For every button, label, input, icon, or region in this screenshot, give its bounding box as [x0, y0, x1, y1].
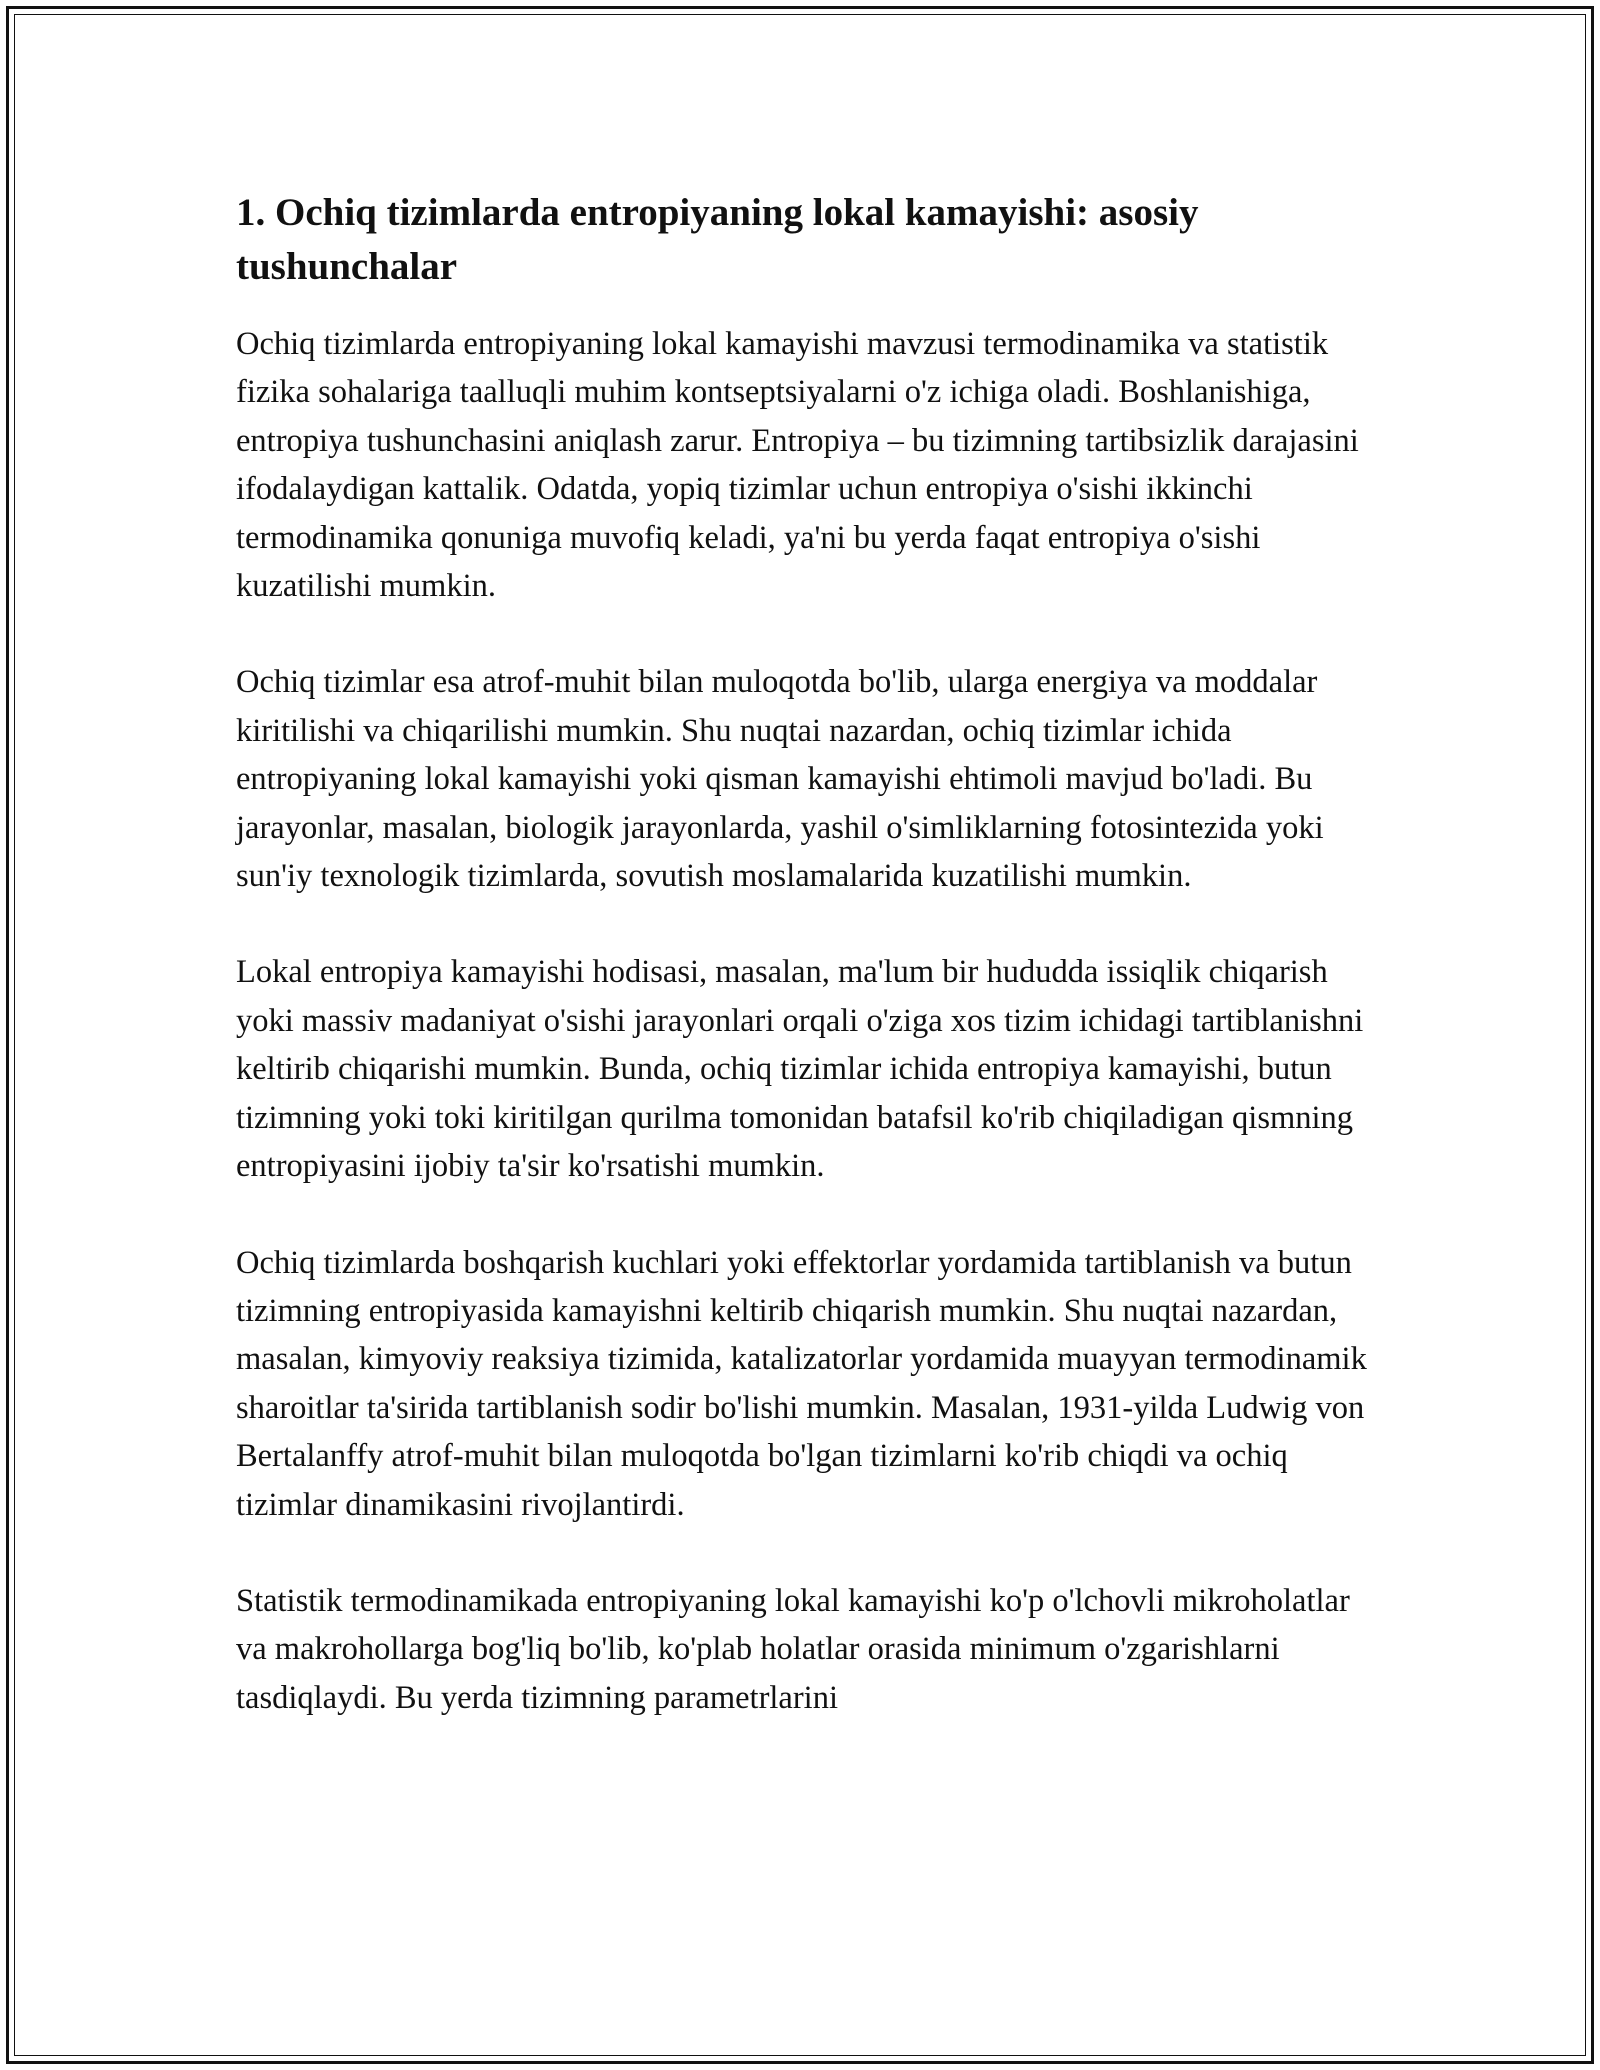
section-heading: 1. Ochiq tizimlarda entropiyaning lokal kamayishi: asosiy tushunchalar	[236, 191, 1199, 288]
document-body	[236, 186, 1386, 1770]
paragraph-2: Ochiq tizimlar esa atrof-muhit bilan muloqotda bo'lib, ularga energiya va moddalar kiritilishi va chiqarilishi mumkin. Shu nuqtai nazardan, ochiq tizimlar ichida entropiyaning lokal kamayishi yoki qisman kamayishi ehtimoli mavjud bo'ladi. Bu jarayonlar, masalan, biologik jarayonlarda, yashil o'simliklarning fotosintezida yoki sun'iy texnologik tizimlarda, sovutish moslamalarida kuzatilishi mumkin.	[236, 664, 1324, 895]
paragraph-1: Ochiq tizimlarda entropiyaning lokal kamayishi mavzusi termodinamika va statistik fizika sohalariga taalluqli muhim kontseptsiyalarni o'z ichiga oladi. Boshlanishiga, entropiya tushunchasini aniqlash zarur. Entropiya – bu tizimning tartibsizlik darajasini ifodalaydigan kattalik. Odatda, yopiq tizimlar uchun entropiya o'sishi ikkinchi termodinamika qonuniga muvofiq keladi, ya'ni bu yerda faqat entropiya o'sishi kuzatilishi mumkin.	[236, 326, 1359, 605]
paragraph-4: Ochiq tizimlarda boshqarish kuchlari yoki effektorlar yordamida tartiblanish va butun tizimning entropiyasida kamayishni keltirib chiqarish mumkin. Shu nuqtai nazardan, masalan, kimyoviy reaksiya tizimida, katalizatorlar yordamida muayyan termodinamik sharoitlar ta'sirida tartiblanish sodir bo'lishi mumkin. Masalan, 1931-yilda Ludwig von Bertalanffy atrof-muhit bilan muloqotda bo'lgan tizimlarni ko'rib chiqdi va ochiq tizimlar dinamikasini rivojlantirdi.	[236, 1244, 1367, 1523]
paragraph-3: Lokal entropiya kamayishi hodisasi, masalan, ma'lum bir hududda issiqlik chiqarish yoki massiv madaniyat o'sishi jarayonlari orqali o'ziga xos tizim ichidagi tartiblanishni keltirib chiqarishi mumkin. Bunda, ochiq tizimlar ichida entropiya kamayishi, butun tizimning yoki toki kiritilgan qurilma tomonidan batafsil ko'rib chiqiladigan qismning entropiyasini ijobiy ta'sir ko'rsatishi mumkin.	[236, 954, 1364, 1185]
paragraph-5: Statistik termodinamikada entropiyaning lokal kamayishi ko'p o'lchovli mikroholatlar va makrohollarga bog'liq bo'lib, ko'plab holatlar orasida minimum o'zgarishlarni tasdiqlaydi. Bu yerda tizimning parametrlarini	[236, 1582, 1350, 1716]
